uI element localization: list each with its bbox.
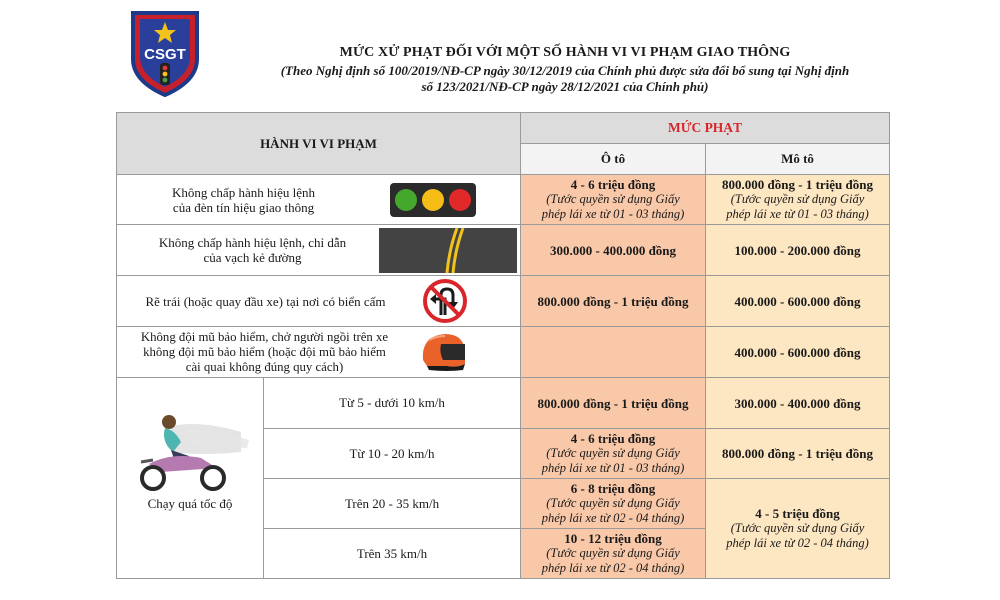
table-row xyxy=(117,175,890,225)
moto-fine-amount: 400.000 - 600.000 đồng xyxy=(734,344,861,360)
note-line: (Tước quyền sử dụng Giấy xyxy=(730,521,865,535)
header-car: Ô tô xyxy=(521,144,706,175)
violation-cell xyxy=(117,276,521,327)
moto-fine-note xyxy=(706,192,889,222)
page-subtitle xyxy=(215,63,915,95)
subtitle-line-1: (Theo Nghị định số 100/2019/NĐ-CP ngày 30/12/2019 của Chính phủ được sửa đổi bổ sung tại Nghị định xyxy=(280,63,850,78)
car-fine-note xyxy=(521,192,705,222)
header-violation: HÀNH VI VI PHẠM xyxy=(117,113,521,175)
moto-fine-amount: 400.000 - 600.000 đồng xyxy=(734,293,861,309)
road-markings-icon xyxy=(379,228,517,273)
car-fine-cell xyxy=(521,175,706,225)
violation-cell xyxy=(117,327,521,378)
speed-range-cell: Trên 20 - 35 km/h xyxy=(264,479,521,529)
moto-fine-cell xyxy=(706,175,890,225)
car-fine-amount: 10 - 12 triệu đồng xyxy=(564,531,662,546)
moto-fine-cell xyxy=(706,225,890,276)
moto-fine-cell xyxy=(706,276,890,327)
violation-line: Không chấp hành hiệu lệnh xyxy=(172,184,315,200)
no-left-turn-sign-icon xyxy=(423,279,467,323)
note-line: phép lái xe từ 01 - 03 tháng) xyxy=(541,207,685,221)
note-line: (Tước quyền sử dụng Giấy xyxy=(730,192,865,206)
moto-fine-cell xyxy=(706,378,890,429)
car-fine-cell xyxy=(521,429,706,479)
car-fine-note xyxy=(521,546,705,576)
violation-line: Không chấp hành hiệu lệnh, chỉ dẫn xyxy=(158,235,347,250)
car-fine-note xyxy=(521,496,705,526)
moto-fine-amount: 800.000 đồng - 1 triệu đồng xyxy=(722,446,873,461)
speeding-label: Chạy quá tốc độ xyxy=(147,496,233,511)
car-fine-note xyxy=(521,446,705,476)
note-line: (Tước quyền sử dụng Giấy xyxy=(546,496,680,510)
car-fine-amount: 4 - 6 triệu đồng xyxy=(570,177,656,192)
car-fine-amount: 4 - 6 triệu đồng xyxy=(570,431,656,446)
car-fine-cell xyxy=(521,276,706,327)
violation-line: của đèn tín hiệu giao thông xyxy=(172,199,315,215)
speed-range-cell: Từ 10 - 20 km/h xyxy=(264,429,521,479)
car-fine-amount: 6 - 8 triệu đồng xyxy=(570,481,656,496)
header-motorbike: Mô tô xyxy=(706,144,890,175)
note-line: (Tước quyền sử dụng Giấy xyxy=(546,546,680,560)
speed-range-cell: Từ 5 - dưới 10 km/h xyxy=(264,378,521,429)
car-fine-cell xyxy=(521,225,706,276)
moto-fine-amount: 100.000 - 200.000 đồng xyxy=(734,242,861,258)
violation-line: không đội mũ bảo hiểm (hoặc đội mũ bảo hiểm xyxy=(143,344,386,359)
note-line: phép lái xe từ 02 - 04 tháng) xyxy=(726,536,869,550)
moto-fine-cell xyxy=(706,479,890,579)
note-line: (Tước quyền sử dụng Giấy xyxy=(546,446,680,460)
logo-text: CSGT xyxy=(144,46,186,63)
violation-line: Rẽ trái (hoặc quay đầu xe) tại nơi có biển cấm xyxy=(145,293,386,309)
violation-line: của vạch kẻ đường xyxy=(203,250,302,265)
violation-line: Không đội mũ bảo hiểm, chở người ngồi trên xe xyxy=(140,329,389,344)
violation-cell xyxy=(117,175,521,225)
moto-fine-amount: 300.000 - 400.000 đồng xyxy=(734,395,861,411)
car-fine-amount: 800.000 đồng - 1 triệu đồng xyxy=(537,293,689,309)
note-line: (Tước quyền sử dụng Giấy xyxy=(546,192,680,206)
subtitle-line-2: số 123/2021/NĐ-CP ngày 28/12/2021 của Chính phủ) xyxy=(421,79,709,94)
note-line: phép lái xe từ 02 - 04 tháng) xyxy=(541,561,685,575)
car-fine-cell xyxy=(521,378,706,429)
note-line: phép lái xe từ 01 - 03 tháng) xyxy=(726,207,869,221)
speeding-motorbike-icon xyxy=(131,412,255,492)
car-fine-amount: 800.000 đồng - 1 triệu đồng xyxy=(537,395,689,411)
violation-line: cài quai không đúng quy cách) xyxy=(185,359,344,374)
helmet-icon xyxy=(417,330,469,374)
note-line: phép lái xe từ 01 - 03 tháng) xyxy=(541,461,685,475)
moto-fine-cell xyxy=(706,429,890,479)
table-row xyxy=(117,225,890,276)
header-penalty: MỨC PHẠT xyxy=(521,113,890,144)
car-fine-cell xyxy=(521,529,706,579)
car-fine-cell xyxy=(521,479,706,529)
page-title: MỨC XỬ PHẠT ĐỐI VỚI MỘT SỐ HÀNH VI VI PHẠM GIAO THÔNG xyxy=(339,45,791,60)
moto-fine-cell xyxy=(706,327,890,378)
fines-table xyxy=(116,112,890,579)
moto-fine-note xyxy=(706,521,889,551)
note-line: phép lái xe từ 02 - 04 tháng) xyxy=(541,511,685,525)
moto-fine-amount: 800.000 đồng - 1 triệu đồng xyxy=(722,177,873,192)
csgt-logo xyxy=(130,7,200,97)
document-header xyxy=(215,44,915,95)
speed-range-cell: Trên 35 km/h xyxy=(264,529,521,579)
table-row xyxy=(117,276,890,327)
table-row xyxy=(117,327,890,378)
speeding-cell xyxy=(117,378,264,579)
car-fine-cell xyxy=(521,327,706,378)
violation-cell xyxy=(117,225,521,276)
car-fine-amount: 300.000 - 400.000 đồng xyxy=(549,242,677,258)
traffic-light-icon xyxy=(389,182,477,218)
moto-fine-amount: 4 - 5 triệu đồng xyxy=(755,506,840,521)
table-row xyxy=(117,378,890,429)
